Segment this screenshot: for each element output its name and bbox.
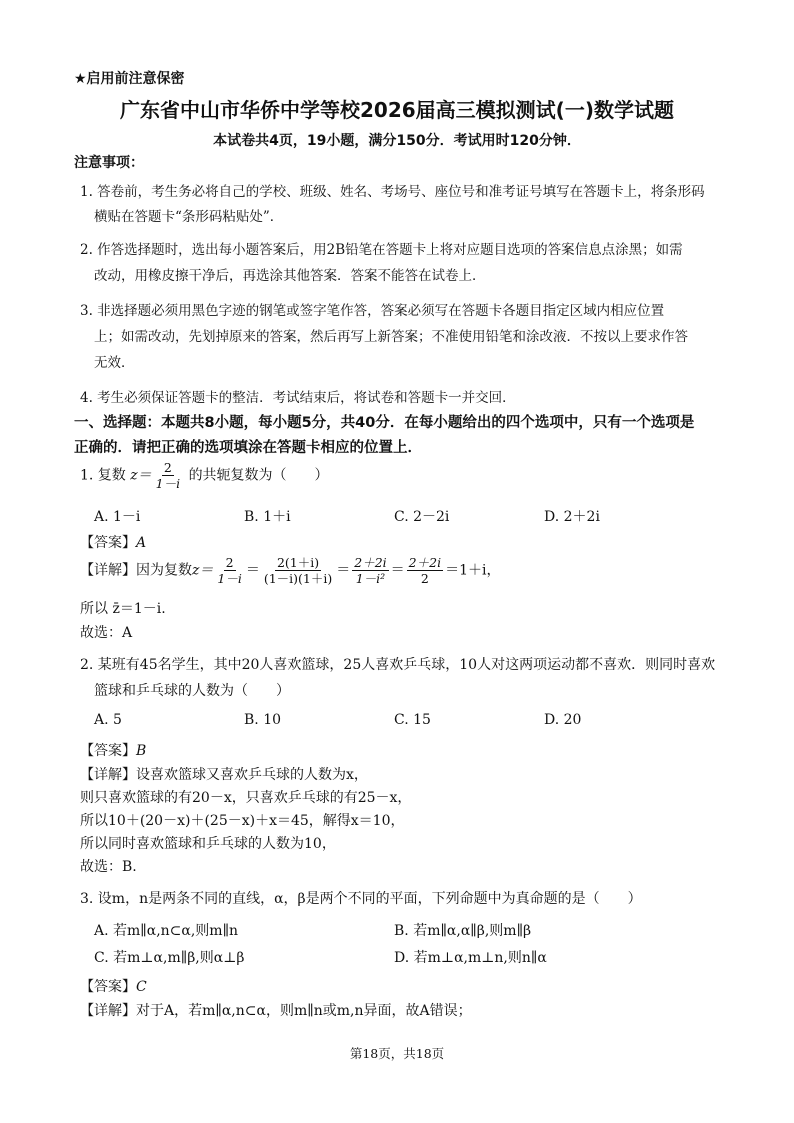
option-d: D. 20 [544,712,582,728]
detail-line: 故选：B. [80,859,137,875]
detail-line: 【详解】设喜欢篮球又喜欢乒乓球的人数为x， [80,767,368,783]
answer-line: 【答案】A [80,535,147,551]
page-footer: 第18页，共18页 [349,1046,445,1061]
detail-choose: 故选：A [80,625,133,641]
option-d: D. 2＋2i [544,509,600,525]
detail-line: 所以同时喜欢篮球和乒乓球的人数为10， [80,836,336,852]
option-b: B. 1＋i [244,509,291,525]
section-heading-cont: 正确的．请把正确的选项填涂在答题卡相应的位置上． [74,440,422,456]
option-c: C. 15 [394,712,431,728]
detail-line: 则只喜欢篮球的有20－x，只喜欢乒乓球的有25－x， [80,790,412,806]
section-heading: 一、选择题：本题共8小题，每小题5分，共40分．在每小题给出的四个选项中，只有一个选项是 [74,415,695,431]
fraction: $\frac{2+2i}{2}$ [408,555,442,586]
detail-line: 所以10＋(20－x)＋(25－x)＋x＝45，解得x＝10， [80,813,405,829]
option-a: A. 5 [94,712,122,728]
fraction: $\frac{2}{1-i}$ [217,555,242,586]
fraction: $\frac{2(1+i)}{(1-i)(1+i)}$ [263,555,333,586]
exam-info: 本试卷共4页，19小题，满分150分．考试用时120分钟． [213,133,581,149]
question-2-stem-cont: 篮球和乒乓球的人数为（ ） [94,683,290,699]
notice-line: 上；如需改动，先划掉原来的答案，然后再写上新答案；不准使用铅笔和涂改液．不按以上要求作答 [94,329,688,345]
notice-line: 无效． [94,355,135,371]
notice-line: 3. 非选择题必须用黑色字迹的钢笔或签字笔作答，答案必须写在答题卡各题目指定区域内相应位置 [80,303,665,319]
notice-line: 4. 考生必须保证答题卡的整洁．考试结束后，将试卷和答题卡一并交回． [80,390,516,406]
notice-line: 改动，用橡皮擦干净后，再选涂其他答案．答案不能答在试卷上． [94,268,486,284]
detail-conclusion: 所以 z̄＝1－i. [80,601,166,617]
answer-line: 【答案】C [80,979,147,995]
option-c: C. 2－2i [394,509,450,525]
answer-line: 【答案】B [80,743,147,759]
option-a: A. 若m∥α,n⊂α,则m∥n [94,923,239,939]
notice-heading: 注意事项： [74,155,144,171]
detail-line: 【详解】对于A，若m∥α,n⊂α，则m∥n或m,n异面，故A错误； [80,1003,472,1019]
option-c: C. 若m⊥α,m∥β,则α⊥β [94,950,245,966]
option-a: A. 1－i [94,509,141,525]
option-b: B. 10 [244,712,282,728]
option-b: B. 若m∥α,α∥β,则m∥β [394,923,532,939]
notice-line: 2. 作答选择题时，选出每小题答案后，用2B铅笔在答题卡上将对应题目选项的答案信息点涂黑；如需 [80,242,683,258]
option-d: D. 若m⊥α,m⊥n,则n∥α [394,950,547,966]
notice-line: 1. 答卷前，考生务必将自己的学校、班级、姓名、考场号、座位号和准考证号填写在答题卡上，将条形码 [80,184,705,200]
fraction: $\frac{2}{1-i}$ [155,460,181,491]
question-1-stem: 1. 复数 z＝ $\frac{2}{1-i}$ 的共轭复数为（ ） [80,460,329,491]
detail-line: 【详解】因为复数z＝ $\frac{2}{1-i}$ ＝ $\frac{2(1+i)}{(1-i)(1+i)}$ ＝ $\frac{2+2i}{\text{1－i²}}$ ＝ $\frac{2+2i}{2}$ ＝1＋i， [80,555,501,586]
question-2-stem: 2. 某班有45名学生，其中20人喜欢篮球，25人喜欢乒乓球，10人对这两项运动都不喜欢．则同时喜欢 [80,657,716,673]
page-title: 广东省中山市华侨中学等校2026届高三模拟测试(一)数学试题 [120,98,674,122]
question-3-stem: 3. 设m，n是两条不同的直线，α，β是两个不同的平面，下列命题中为真命题的是（ ） [80,891,642,907]
fraction: $\frac{2+2i}{\text{1－i²}}$ [354,555,387,586]
confidential-label: ★启用前注意保密 [74,71,185,87]
notice-line: 横贴在答题卡“条形码粘贴处”． [94,209,284,225]
